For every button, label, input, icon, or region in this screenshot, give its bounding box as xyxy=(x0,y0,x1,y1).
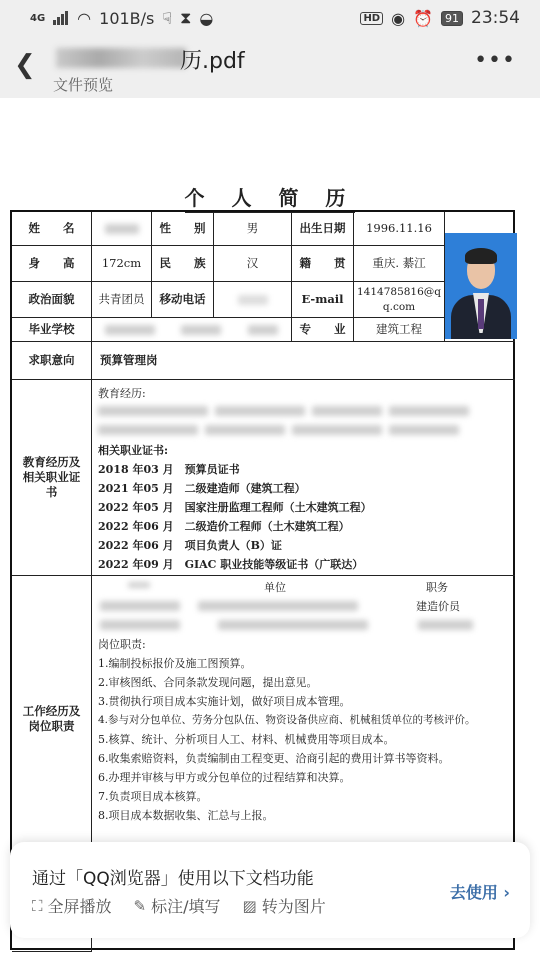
document-viewer[interactable] xyxy=(0,98,540,960)
more-icon[interactable]: ••• xyxy=(474,48,516,73)
work-col-unit: 单位 xyxy=(264,581,286,594)
hourglass-icon: ⧗ xyxy=(180,8,192,27)
gender-label: 性 别 xyxy=(152,212,214,246)
banner-features xyxy=(32,894,326,917)
height-label: 身 高 xyxy=(12,246,92,282)
birth-value: 1996.11.16 xyxy=(354,212,445,246)
battery-icon: 91 xyxy=(441,11,463,26)
network-type: 4G xyxy=(30,12,46,24)
profile-photo xyxy=(445,233,517,339)
edu-blurred-1 xyxy=(98,403,508,422)
qq-icon: ◒ xyxy=(199,8,214,28)
edu-content xyxy=(98,384,508,574)
work-role-value: 建造价员 xyxy=(416,600,460,613)
doc-title: 个 人 简 历 xyxy=(0,182,540,211)
cert-heading: 相关职业证书: xyxy=(98,444,169,457)
work-col-role: 职务 xyxy=(426,581,448,594)
image-icon: ▨ xyxy=(242,896,257,915)
edu-label: 教育经历及相关职业证书 xyxy=(12,380,92,576)
banner-title: 通过「QQ浏览器」使用以下文档功能 xyxy=(32,869,314,889)
gender-value: 男 xyxy=(214,212,292,246)
alarm-icon: ⏰ xyxy=(413,8,433,28)
work-label: 工作经历及岗位职责 xyxy=(12,576,92,952)
edu-heading: 教育经历: xyxy=(98,387,146,400)
name-value xyxy=(92,212,152,246)
clock: 23:54 xyxy=(471,8,520,28)
work-content xyxy=(98,578,508,825)
duty-item: 1.编制投标报价及施工图预算。 xyxy=(98,657,252,670)
intent-value: 预算管理岗 xyxy=(92,342,515,380)
political-value: 共青团员 xyxy=(92,282,152,318)
gesture-icon: ☟ xyxy=(162,8,173,28)
email-label: E-mail xyxy=(292,282,354,318)
duty-item: 2.审核图纸、合同条款发现问题，提出意见。 xyxy=(98,676,318,689)
major-label: 专 业 xyxy=(292,318,354,342)
email-value: 1414785816@qq.com xyxy=(354,282,445,318)
feature-fullscreen[interactable]: ⛶ 全屏播放 xyxy=(32,896,112,916)
fullscreen-icon: ⛶ xyxy=(32,896,43,915)
edu-blurred-2 xyxy=(98,422,508,441)
duty-item: 6.办理并审核与甲方或分包单位的过程结算和决算。 xyxy=(98,771,351,784)
cert-item: 2022 年09 月 GIAC 职业技能等级证书（广联达） xyxy=(98,558,364,571)
duty-heading: 岗位职责: xyxy=(98,638,146,651)
hd-badge: HD xyxy=(360,12,383,25)
use-now-button[interactable]: 去使用 › xyxy=(449,883,510,902)
title-bar xyxy=(0,36,540,98)
qq-browser-banner[interactable] xyxy=(10,842,530,938)
cert-item: 2022 年05 月 国家注册监理工程师（土木建筑工程） xyxy=(98,501,372,514)
duty-item: 3.贯彻执行项目成本实施计划，做好项目成本管理。 xyxy=(98,695,351,708)
page-subtitle: 文件预览 xyxy=(53,76,114,94)
height-value: 172cm xyxy=(92,246,152,282)
feature-annotate[interactable]: ✎ 标注/填写 xyxy=(133,896,221,916)
name-label: 姓 名 xyxy=(12,212,92,246)
file-title: 历.pdf xyxy=(180,49,245,74)
blurred-filename xyxy=(56,48,186,68)
cert-item: 2021 年05 月 二级建造师（建筑工程） xyxy=(98,482,306,495)
native-label: 籍 贯 xyxy=(292,246,354,282)
political-label: 政治面貌 xyxy=(12,282,92,318)
network-speed: 101B/s xyxy=(99,8,155,28)
chevron-right-icon: › xyxy=(503,883,510,902)
cert-item: 2022 年06 月 项目负责人（B）证 xyxy=(98,539,282,552)
phone-value xyxy=(214,282,292,318)
eye-icon: ◉ xyxy=(391,8,406,28)
cert-item: 2018 年03 月 预算员证书 xyxy=(98,463,240,476)
major-value: 建筑工程 xyxy=(354,318,445,342)
chevron-left-icon[interactable]: ❮ xyxy=(14,50,36,80)
cert-item: 2022 年06 月 二级造价工程师（土木建筑工程） xyxy=(98,520,350,533)
school-label: 毕业学校 xyxy=(12,318,92,342)
intent-label: 求职意向 xyxy=(12,342,92,380)
ethnic-value: 汉 xyxy=(214,246,292,282)
resume-table xyxy=(10,210,515,950)
edit-icon: ✎ xyxy=(133,896,147,915)
school-value xyxy=(92,318,292,342)
duty-item: 8.项目成本数据收集、汇总与上报。 xyxy=(98,809,274,822)
signal-icon xyxy=(53,11,69,25)
duty-item: 7.负责项目成本核算。 xyxy=(98,790,208,803)
feature-to-image[interactable]: ▨ 转为图片 xyxy=(242,896,326,916)
phone-label: 移动电话 xyxy=(152,282,214,318)
ethnic-label: 民 族 xyxy=(152,246,214,282)
duty-item: 4.参与对分包单位、劳务分包队伍、物资设备供应商、机械租赁单位的考核评价。 xyxy=(98,714,476,726)
birth-label: 出生日期 xyxy=(292,212,354,246)
native-value: 重庆. 綦江 xyxy=(354,246,445,282)
duty-item: 5.核算、统计、分析项目人工、材料、机械费用等项目成本。 xyxy=(98,733,395,746)
duty-item: 6.收集索赔资料，负责编制由工程变更、洽商引起的费用计算书等资料。 xyxy=(98,752,450,765)
status-bar xyxy=(0,0,540,36)
wifi-icon: ◠ xyxy=(77,8,92,28)
